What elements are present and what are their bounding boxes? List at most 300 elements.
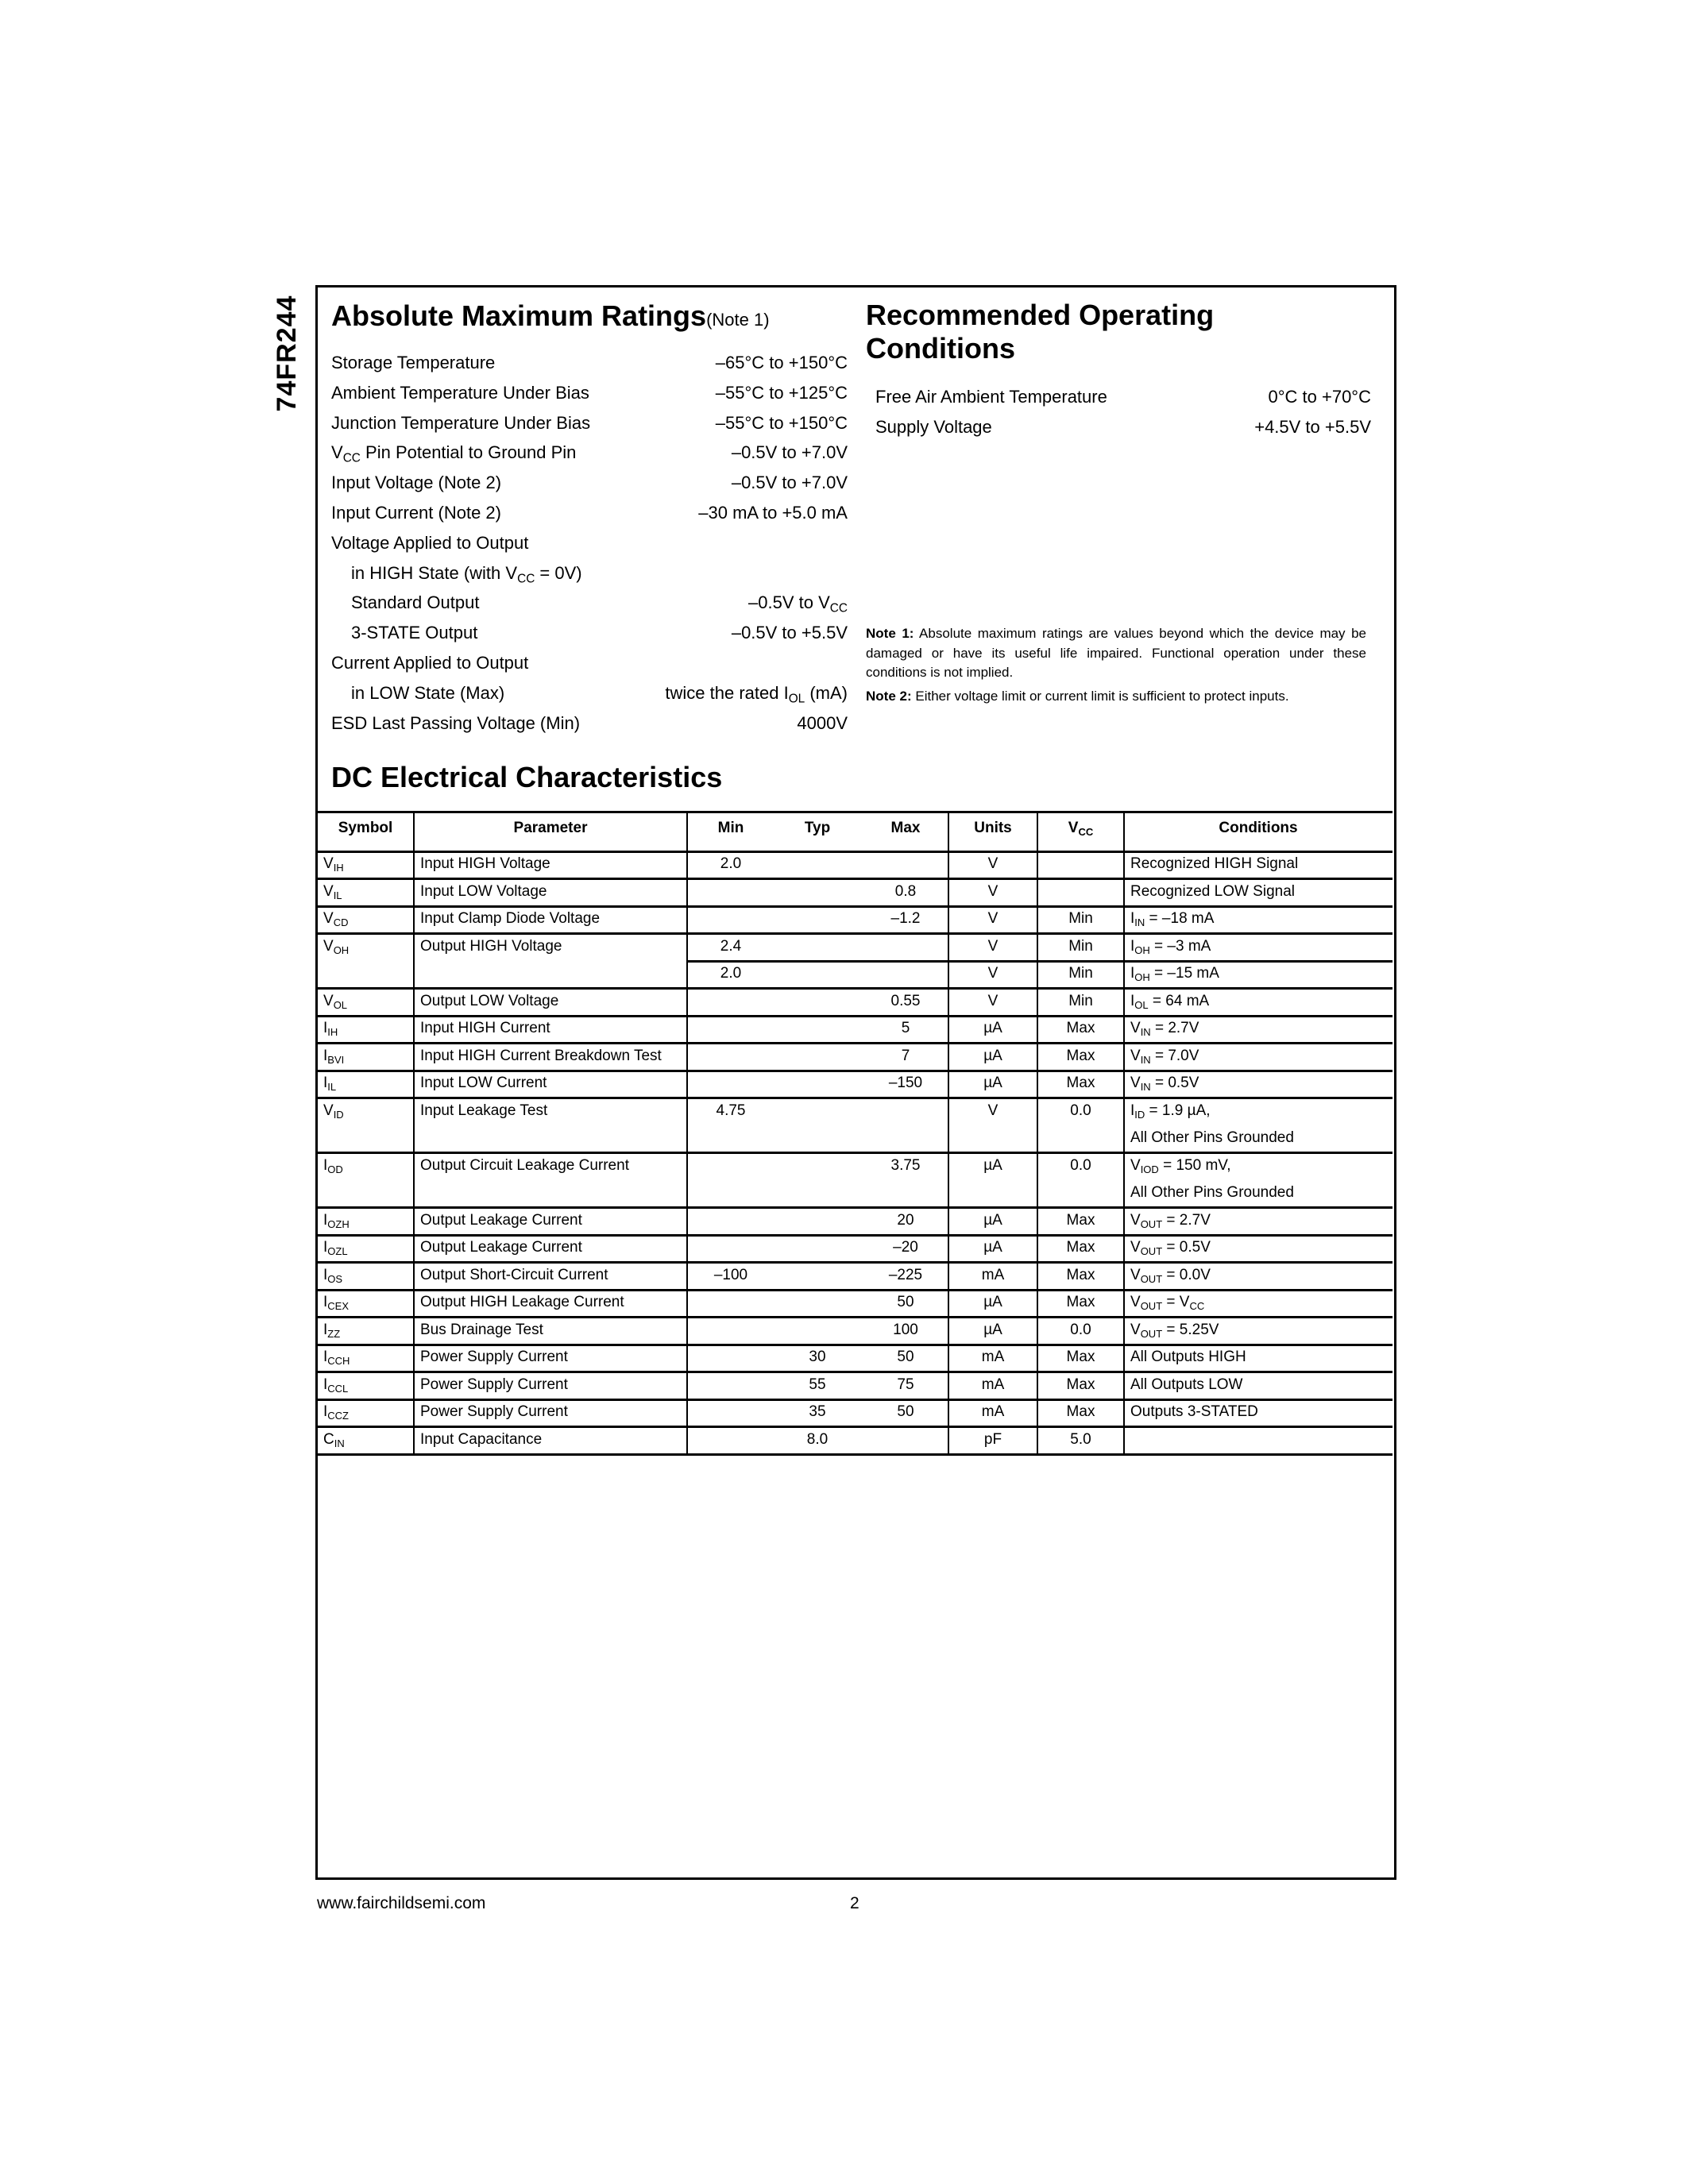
- rating-label: [331, 438, 576, 468]
- cell-parameter: Power Supply Current: [420, 1349, 568, 1365]
- condition-subscript: OL: [1134, 998, 1149, 1011]
- rating-value: [698, 498, 848, 528]
- cell-max: [862, 1427, 949, 1455]
- cell-vcc: 0.0: [1070, 1102, 1091, 1119]
- condition-text: = –18 mA: [1145, 910, 1215, 927]
- condition-subscript: CC: [1189, 1300, 1205, 1312]
- cell-typ: [774, 1263, 861, 1291]
- condition-text: Outputs 3-STATED: [1130, 1403, 1258, 1420]
- cell-min: [687, 1427, 774, 1455]
- cell-max: –1.2: [890, 910, 921, 927]
- cell-units: mA: [981, 1349, 1005, 1365]
- cell-typ: [774, 1318, 861, 1345]
- cell-typ: [774, 1153, 861, 1181]
- cell-vcc: Max: [1066, 1239, 1095, 1256]
- condition-line: [1130, 1071, 1393, 1098]
- cell-units: µA: [983, 1294, 1002, 1310]
- cell-conditions: [1124, 1372, 1393, 1400]
- cell-typ: 30: [809, 1349, 826, 1365]
- abs-max-heading: [331, 299, 770, 337]
- rating-value: [716, 378, 848, 408]
- symbol-subscript: CCH: [327, 1355, 350, 1367]
- symbol-subscript: ZZ: [327, 1327, 341, 1340]
- cell-min: 2.4: [720, 937, 742, 955]
- rating-label: [331, 468, 501, 498]
- condition-text: V: [1130, 1266, 1141, 1283]
- cell-units: V: [987, 965, 999, 982]
- rating-label: [331, 408, 590, 438]
- cell-max: 0.8: [894, 882, 917, 900]
- cell-typ: [774, 851, 861, 879]
- cell-parameter: Output Leakage Current: [420, 1239, 582, 1256]
- cell-parameter: Output Leakage Current: [420, 1211, 582, 1229]
- rating-label-text: Junction Temperature Under Bias: [331, 412, 591, 433]
- rating-value-text: –30 mA to +5.0 mA: [698, 503, 848, 523]
- rating-label-subscript: CC: [342, 451, 361, 465]
- condition-value-text: 0°C to +70°C: [1268, 387, 1371, 407]
- cell-symbol: [317, 1372, 414, 1400]
- condition-line: [1130, 1016, 1393, 1044]
- cell-min: [687, 906, 774, 934]
- condition-value: [1269, 382, 1372, 412]
- cell-min: [687, 1345, 774, 1372]
- cell-typ: 55: [809, 1376, 826, 1393]
- abs-max-row: [331, 528, 848, 558]
- cell-typ: [774, 961, 861, 989]
- condition-text: All Outputs LOW: [1130, 1376, 1243, 1393]
- cell-conditions: [1124, 1071, 1393, 1098]
- cell-min: [687, 1044, 774, 1071]
- cell-typ: [774, 1016, 861, 1044]
- header-symbol: Symbol: [338, 820, 393, 836]
- cell-conditions: [1124, 1235, 1393, 1263]
- cell-max: –225: [888, 1266, 923, 1283]
- cell-conditions: [1124, 1044, 1393, 1071]
- header-min: Min: [717, 820, 744, 836]
- note-1-label: Note 1:: [866, 626, 914, 641]
- rating-label: [331, 378, 589, 408]
- condition-text: I: [1130, 1102, 1135, 1119]
- cell-typ: [774, 906, 861, 934]
- cell-vcc: [1037, 879, 1124, 907]
- cell-symbol: [317, 851, 414, 879]
- cell-symbol: [317, 1235, 414, 1263]
- symbol-text: I: [323, 1239, 328, 1256]
- condition-line: [1130, 1180, 1393, 1208]
- cell-vcc: Min: [1068, 992, 1093, 1009]
- cell-units: µA: [983, 1047, 1002, 1064]
- rating-value: [732, 618, 848, 648]
- condition-text: = 0.5V: [1150, 1075, 1199, 1091]
- rating-label-subscript: CC: [517, 571, 535, 585]
- symbol-subscript: OD: [327, 1163, 343, 1175]
- cell-max: 50: [897, 1294, 914, 1310]
- rating-value-text: –0.5V to +5.5V: [731, 623, 848, 643]
- condition-text: I: [1130, 965, 1135, 982]
- cell-typ: [774, 934, 861, 962]
- condition-text: = 7.0V: [1150, 1047, 1199, 1064]
- symbol-text: I: [323, 1403, 328, 1420]
- rating-value-subscript: OL: [788, 692, 805, 706]
- rating-label-text: = 0V): [535, 562, 582, 583]
- condition-text: = –3 mA: [1149, 937, 1211, 955]
- cell-conditions: [1124, 1263, 1393, 1291]
- abs-max-row: [331, 468, 848, 498]
- rating-label-text: V: [331, 442, 343, 463]
- cell-parameter: Input Clamp Diode Voltage: [420, 910, 601, 927]
- cell-vcc: 0.0: [1070, 1321, 1091, 1338]
- symbol-subscript: IH: [333, 862, 344, 874]
- cell-conditions: [1124, 989, 1393, 1017]
- rating-value: [716, 348, 848, 378]
- cell-units: V: [987, 1102, 999, 1119]
- condition-line: [1130, 1399, 1393, 1427]
- condition-text: I: [1130, 992, 1135, 1009]
- rating-value-text: –65°C to +150°C: [715, 353, 848, 372]
- symbol-text: I: [323, 1020, 328, 1036]
- cell-units: µA: [983, 1020, 1002, 1036]
- note-1-reference: (Note 1): [706, 310, 770, 330]
- rating-label: [331, 348, 495, 378]
- cell-units: mA: [981, 1266, 1005, 1283]
- cell-parameter: Input Leakage Test: [420, 1102, 548, 1119]
- abs-max-row: [331, 588, 848, 618]
- symbol-subscript: CD: [333, 916, 349, 928]
- symbol-subscript: OS: [327, 1272, 343, 1285]
- rating-label: [331, 558, 582, 588]
- symbol-text: V: [323, 855, 334, 872]
- condition-subscript: OH: [1134, 943, 1150, 956]
- cell-vcc: Max: [1066, 1376, 1095, 1393]
- condition-text: = 1.9 µA,: [1145, 1102, 1211, 1119]
- cell-parameter: Input LOW Voltage: [420, 882, 547, 900]
- cell-vcc: Max: [1066, 1020, 1095, 1036]
- rating-value: [748, 588, 848, 618]
- header-units: Units: [974, 820, 1012, 836]
- cell-min: [687, 1235, 774, 1263]
- condition-label: [875, 412, 992, 442]
- part-number-vertical-title: 74FR244: [272, 295, 302, 412]
- cell-vcc: Max: [1066, 1403, 1095, 1420]
- rating-value: [732, 438, 848, 468]
- condition-text: V: [1130, 1156, 1141, 1174]
- cell-max: [862, 934, 949, 962]
- condition-text: All Outputs HIGH: [1130, 1349, 1246, 1365]
- condition-subscript: IN: [1140, 1081, 1151, 1093]
- condition-text: Recognized HIGH Signal: [1130, 855, 1299, 872]
- cell-units: mA: [981, 1403, 1005, 1420]
- cell-typ: [774, 1044, 861, 1071]
- cell-vcc: Max: [1066, 1294, 1095, 1310]
- condition-text: All Other Pins Grounded: [1130, 1129, 1294, 1146]
- cell-max: 50: [897, 1349, 914, 1365]
- cell-max: –20: [893, 1239, 918, 1256]
- abs-max-row: [331, 708, 848, 739]
- cell-min: [687, 1153, 774, 1181]
- condition-label: [875, 382, 1107, 412]
- cell-min: [687, 1016, 774, 1044]
- cell-symbol: [317, 1427, 414, 1455]
- cell-parameter: Power Supply Current: [420, 1403, 568, 1420]
- cell-conditions: [1124, 906, 1393, 934]
- note-2-text: Either voltage limit or current limit is sufficient to protect inputs.: [915, 688, 1289, 704]
- symbol-subscript: CEX: [327, 1300, 350, 1312]
- symbol-text: I: [323, 1211, 328, 1229]
- rating-value: [732, 468, 848, 498]
- cell-typ: [774, 1290, 861, 1318]
- cell-parameter: Input HIGH Current Breakdown Test: [420, 1047, 662, 1064]
- symbol-subscript: ID: [333, 1108, 344, 1121]
- cell-min: 4.75: [716, 1102, 746, 1119]
- recommended-row: [875, 382, 1371, 412]
- header-typ: Typ: [804, 820, 831, 836]
- symbol-text: I: [323, 1266, 328, 1283]
- cell-conditions: [1124, 1399, 1393, 1427]
- symbol-subscript: OZL: [327, 1245, 348, 1257]
- condition-subscript: OUT: [1140, 1327, 1163, 1340]
- cell-vcc: 0.0: [1070, 1156, 1091, 1174]
- cell-conditions: [1124, 1427, 1393, 1455]
- cell-symbol: [317, 879, 414, 907]
- cell-typ: [774, 1235, 861, 1263]
- symbol-text: V: [323, 1102, 334, 1119]
- cell-conditions: [1124, 1345, 1393, 1372]
- condition-text: V: [1130, 1294, 1141, 1310]
- condition-line: [1130, 1345, 1393, 1372]
- rating-value-text: –0.5V to +7.0V: [731, 442, 848, 463]
- rating-value-text: –55°C to +150°C: [715, 412, 848, 433]
- footer-url-link[interactable]: www.fairchildsemi.com: [317, 1894, 486, 1912]
- rating-label-text: in HIGH State (with V: [351, 562, 518, 583]
- cell-units: pF: [983, 1430, 1002, 1448]
- abs-max-row: [331, 678, 848, 708]
- header-max: Max: [890, 820, 921, 836]
- abs-max-row: [331, 348, 848, 378]
- condition-line: [1130, 1290, 1393, 1318]
- table-rule: [317, 811, 1393, 813]
- condition-value-text: +4.5V to +5.5V: [1254, 416, 1371, 437]
- cell-max: [862, 851, 949, 879]
- cell-max: [862, 1098, 949, 1126]
- condition-text: = 150 mV,: [1158, 1156, 1231, 1174]
- cell-vcc: 5.0: [1070, 1430, 1091, 1448]
- condition-subscript: OUT: [1140, 1300, 1163, 1312]
- condition-text: = 64 mA: [1148, 992, 1210, 1009]
- cell-vcc: Max: [1066, 1266, 1095, 1283]
- cell-typ: [774, 1071, 861, 1098]
- cell-vcc: Max: [1066, 1349, 1095, 1365]
- rating-label-text: Input Current (Note 2): [331, 503, 501, 523]
- note-1: [866, 624, 1366, 683]
- cell-vcc: Max: [1066, 1075, 1095, 1091]
- cell-symbol: [317, 1098, 414, 1126]
- cell-typ: 8.0: [806, 1430, 829, 1448]
- cell-vcc: [1037, 851, 1124, 879]
- condition-text: V: [1130, 1321, 1141, 1338]
- cell-parameter: Output LOW Voltage: [420, 992, 559, 1009]
- condition-subscript: OUT: [1140, 1245, 1163, 1257]
- condition-subscript: IN: [1140, 1026, 1151, 1038]
- condition-line: [1130, 1044, 1393, 1071]
- header-vcc: [1037, 811, 1124, 851]
- cell-min: [687, 1208, 774, 1236]
- cell-parameter: Input Capacitance: [420, 1430, 543, 1448]
- symbol-subscript: CCZ: [327, 1410, 349, 1422]
- header-conditions: Conditions: [1219, 820, 1298, 836]
- symbol-text: V: [323, 910, 334, 927]
- cell-symbol: [317, 1318, 414, 1345]
- rating-value-text: –0.5V to V: [748, 592, 830, 613]
- symbol-text: I: [323, 1294, 328, 1310]
- cell-max: 5: [901, 1020, 910, 1036]
- cell-units: V: [987, 910, 999, 927]
- cell-vcc: Min: [1068, 937, 1093, 955]
- cell-symbol: [317, 1290, 414, 1318]
- cell-vcc: Min: [1068, 910, 1093, 927]
- cell-max: 20: [897, 1211, 914, 1229]
- cell-conditions: [1124, 879, 1393, 907]
- symbol-text: C: [323, 1430, 334, 1448]
- table-column-divider: [1123, 811, 1125, 1454]
- condition-text: I: [1130, 937, 1135, 955]
- cell-min: [687, 1372, 774, 1400]
- rating-label: [331, 618, 477, 648]
- abs-max-row: [331, 378, 848, 408]
- cell-min: [687, 1290, 774, 1318]
- cell-conditions: [1124, 1318, 1393, 1345]
- symbol-subscript: BVI: [327, 1053, 345, 1066]
- symbol-text: I: [323, 1047, 328, 1064]
- rating-label: [331, 678, 504, 708]
- condition-text: Recognized LOW Signal: [1130, 882, 1295, 900]
- cell-vcc: Min: [1068, 965, 1093, 982]
- condition-subscript: OUT: [1140, 1272, 1163, 1285]
- symbol-subscript: IL: [327, 1081, 337, 1093]
- symbol-subscript: IL: [333, 889, 342, 901]
- abs-max-title: Absolute Maximum Ratings: [331, 299, 707, 332]
- header-vcc-text: V: [1068, 820, 1079, 836]
- cell-symbol: [317, 1044, 414, 1071]
- condition-line: [1130, 1098, 1393, 1126]
- cell-min: [687, 989, 774, 1017]
- symbol-text: V: [323, 882, 334, 900]
- rating-label-text: Storage Temperature: [331, 353, 496, 372]
- cell-vcc: Max: [1066, 1211, 1095, 1229]
- rating-value: [665, 678, 848, 708]
- condition-text: V: [1130, 1075, 1141, 1091]
- rating-label-text: 3-STATE Output: [351, 623, 478, 643]
- rating-label-text: ESD Last Passing Voltage (Min): [331, 712, 581, 733]
- cell-units: V: [987, 882, 999, 900]
- condition-line: [1130, 1235, 1393, 1263]
- cell-conditions: [1124, 851, 1393, 879]
- rating-value-text: twice the rated I: [665, 682, 789, 703]
- abs-max-row: [331, 648, 848, 678]
- rating-label-text: in LOW State (Max): [351, 682, 505, 703]
- rating-value-text: 4000V: [797, 712, 848, 733]
- rating-value: [797, 708, 848, 739]
- condition-line: [1130, 1372, 1393, 1400]
- symbol-text: V: [323, 992, 334, 1009]
- condition-subscript: IN: [1140, 1053, 1151, 1066]
- rating-value-text: –55°C to +125°C: [715, 382, 848, 403]
- rating-label-text: Voltage Applied to Output: [331, 532, 529, 553]
- cell-typ: 35: [809, 1403, 826, 1420]
- condition-line: [1130, 1125, 1393, 1153]
- table-column-divider: [1037, 811, 1038, 1454]
- cell-min: [687, 1318, 774, 1345]
- abs-max-row: [331, 408, 848, 438]
- cell-conditions: [1124, 1153, 1393, 1208]
- dc-characteristics-heading: DC Electrical Characteristics: [331, 761, 723, 793]
- cell-units: mA: [981, 1376, 1005, 1393]
- cell-parameter: Input HIGH Voltage: [420, 855, 550, 872]
- symbol-text: I: [323, 1349, 328, 1365]
- rating-label: [331, 588, 479, 618]
- symbol-subscript: IH: [327, 1026, 338, 1038]
- rating-label-text: Pin Potential to Ground Pin: [360, 442, 577, 463]
- cell-symbol: [317, 1263, 414, 1291]
- cell-parameter: Output HIGH Leakage Current: [420, 1294, 624, 1310]
- condition-text: V: [1130, 1047, 1141, 1064]
- rating-label: [331, 528, 528, 558]
- condition-text: = 0.5V: [1162, 1239, 1211, 1256]
- condition-subscript: IOD: [1140, 1163, 1159, 1175]
- cell-conditions: [1124, 961, 1393, 989]
- cell-conditions: [1124, 1208, 1393, 1236]
- rating-label: [331, 708, 580, 739]
- condition-text: V: [1130, 1211, 1141, 1229]
- condition-subscript: IN: [1134, 916, 1145, 928]
- cell-max: 7: [901, 1047, 910, 1064]
- condition-text: = 5.25V: [1162, 1321, 1219, 1338]
- condition-line: [1130, 989, 1393, 1017]
- cell-typ: [774, 879, 861, 907]
- page-number: 2: [850, 1894, 859, 1912]
- condition-text: V: [1130, 1020, 1141, 1036]
- rating-label-text: Current Applied to Output: [331, 653, 529, 673]
- note-1-text: Absolute maximum ratings are values beyond which the device may be damaged or have its useful life impaired. Functional operation under these conditions is not implied.: [866, 626, 1366, 680]
- table-column-divider: [948, 811, 949, 1454]
- condition-line: [1130, 961, 1393, 989]
- header-vcc-subscript: CC: [1078, 826, 1094, 838]
- cell-symbol: [317, 1345, 414, 1372]
- cell-max: –150: [888, 1075, 923, 1091]
- cell-min: [687, 1071, 774, 1098]
- cell-symbol: [317, 906, 414, 934]
- cell-min: [687, 1399, 774, 1427]
- cell-units: µA: [983, 1075, 1002, 1091]
- rating-value-text: (mA): [805, 682, 848, 703]
- condition-line: [1130, 851, 1393, 879]
- rating-label: [331, 498, 501, 528]
- cell-typ: [774, 1098, 861, 1126]
- cell-units: µA: [983, 1156, 1002, 1174]
- cell-max: 50: [897, 1403, 914, 1420]
- notes-block: [866, 624, 1366, 710]
- cell-parameter: Input HIGH Current: [420, 1020, 550, 1036]
- rating-value: [716, 408, 848, 438]
- recommended-row: [875, 412, 1371, 442]
- symbol-text: I: [323, 1156, 328, 1174]
- cell-parameter: Output Short-Circuit Current: [420, 1266, 608, 1283]
- cell-conditions: [1124, 1290, 1393, 1318]
- symbol-text: I: [323, 1376, 328, 1393]
- note-2-label: Note 2:: [866, 688, 912, 704]
- cell-max: 100: [893, 1321, 918, 1338]
- condition-text: = 2.7V: [1150, 1020, 1199, 1036]
- condition-text: I: [1130, 910, 1135, 927]
